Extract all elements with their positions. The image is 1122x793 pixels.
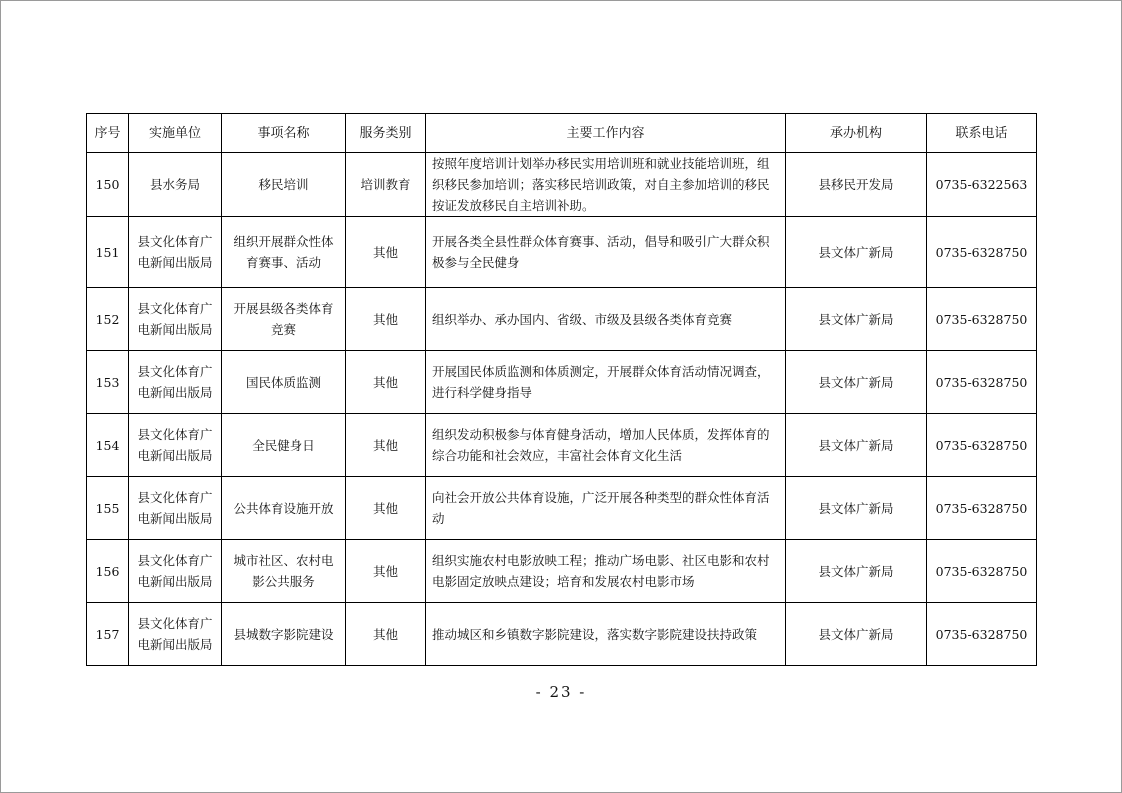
cell-content: 开展各类全县性群众体育赛事、活动，倡导和吸引广大群众积极参与全民健身: [426, 217, 786, 288]
cell-unit: 县文化体育广电新闻出版局: [129, 288, 222, 351]
table-row: [87, 477, 1037, 540]
cell-agency: 县文体广新局: [786, 477, 927, 540]
cell-phone: 0735-6328750: [927, 414, 1037, 477]
cell-phone: 0735-6328750: [927, 351, 1037, 414]
cell-phone: 0735-6328750: [927, 477, 1037, 540]
cell-agency: 县文体广新局: [786, 540, 927, 603]
service-table: [86, 113, 1037, 666]
cell-category: 培训教育: [346, 153, 426, 217]
cell-category: 其他: [346, 477, 426, 540]
cell-agency: 县文体广新局: [786, 414, 927, 477]
cell-category: 其他: [346, 217, 426, 288]
cell-unit: 县文化体育广电新闻出版局: [129, 351, 222, 414]
cell-item: 组织开展群众性体育赛事、活动: [222, 217, 346, 288]
cell-category: 其他: [346, 603, 426, 666]
cell-content: 组织发动积极参与体育健身活动，增加人民体质，发挥体育的综合功能和社会效应，丰富社会体育文化生活: [426, 414, 786, 477]
cell-agency: 县移民开发局: [786, 153, 927, 217]
header-category: 服务类别: [346, 114, 426, 153]
cell-category: 其他: [346, 351, 426, 414]
table-row: [87, 540, 1037, 603]
cell-phone: 0735-6328750: [927, 603, 1037, 666]
cell-category: 其他: [346, 540, 426, 603]
cell-item: 公共体育设施开放: [222, 477, 346, 540]
cell-content: 推动城区和乡镇数字影院建设，落实数字影院建设扶持政策: [426, 603, 786, 666]
cell-item: 国民体质监测: [222, 351, 346, 414]
cell-unit: 县文化体育广电新闻出版局: [129, 540, 222, 603]
header-row: [87, 114, 1037, 153]
cell-no: 154: [87, 414, 129, 477]
cell-item: 城市社区、农村电影公共服务: [222, 540, 346, 603]
cell-unit: 县文化体育广电新闻出版局: [129, 603, 222, 666]
cell-category: 其他: [346, 288, 426, 351]
cell-content: 开展国民体质监测和体质测定，开展群众体育活动情况调查，进行科学健身指导: [426, 351, 786, 414]
header-item: 事项名称: [222, 114, 346, 153]
cell-item: 开展县级各类体育竞赛: [222, 288, 346, 351]
cell-no: 153: [87, 351, 129, 414]
table-row: [87, 414, 1037, 477]
table-row: [87, 153, 1037, 217]
cell-category: 其他: [346, 414, 426, 477]
table-row: [87, 603, 1037, 666]
cell-content: 按照年度培训计划举办移民实用培训班和就业技能培训班，组织移民参加培训；落实移民培训政策，对自主参加培训的移民按证发放移民自主培训补助。: [426, 153, 786, 217]
cell-phone: 0735-6328750: [927, 540, 1037, 603]
cell-item: 移民培训: [222, 153, 346, 217]
cell-phone: 0735-6328750: [927, 217, 1037, 288]
header-unit: 实施单位: [129, 114, 222, 153]
cell-unit: 县文化体育广电新闻出版局: [129, 217, 222, 288]
cell-no: 156: [87, 540, 129, 603]
cell-unit: 县文化体育广电新闻出版局: [129, 414, 222, 477]
cell-unit: 县文化体育广电新闻出版局: [129, 477, 222, 540]
cell-item: 全民健身日: [222, 414, 346, 477]
header-content: 主要工作内容: [426, 114, 786, 153]
cell-content: 组织举办、承办国内、省级、市级及县级各类体育竞赛: [426, 288, 786, 351]
page-number: - 23 -: [535, 683, 587, 701]
cell-unit: 县水务局: [129, 153, 222, 217]
cell-phone: 0735-6322563: [927, 153, 1037, 217]
cell-item: 县城数字影院建设: [222, 603, 346, 666]
header-phone: 联系电话: [927, 114, 1037, 153]
table-row: [87, 217, 1037, 288]
table-row: [87, 288, 1037, 351]
cell-content: 向社会开放公共体育设施，广泛开展各种类型的群众性体育活动: [426, 477, 786, 540]
header-no: 序号: [87, 114, 129, 153]
table-row: [87, 351, 1037, 414]
cell-agency: 县文体广新局: [786, 288, 927, 351]
cell-no: 157: [87, 603, 129, 666]
cell-no: 150: [87, 153, 129, 217]
cell-phone: 0735-6328750: [927, 288, 1037, 351]
cell-no: 155: [87, 477, 129, 540]
cell-agency: 县文体广新局: [786, 351, 927, 414]
cell-content: 组织实施农村电影放映工程；推动广场电影、社区电影和农村电影固定放映点建设；培育和发展农村电影市场: [426, 540, 786, 603]
cell-agency: 县文体广新局: [786, 217, 927, 288]
header-agency: 承办机构: [786, 114, 927, 153]
cell-agency: 县文体广新局: [786, 603, 927, 666]
cell-no: 152: [87, 288, 129, 351]
cell-no: 151: [87, 217, 129, 288]
